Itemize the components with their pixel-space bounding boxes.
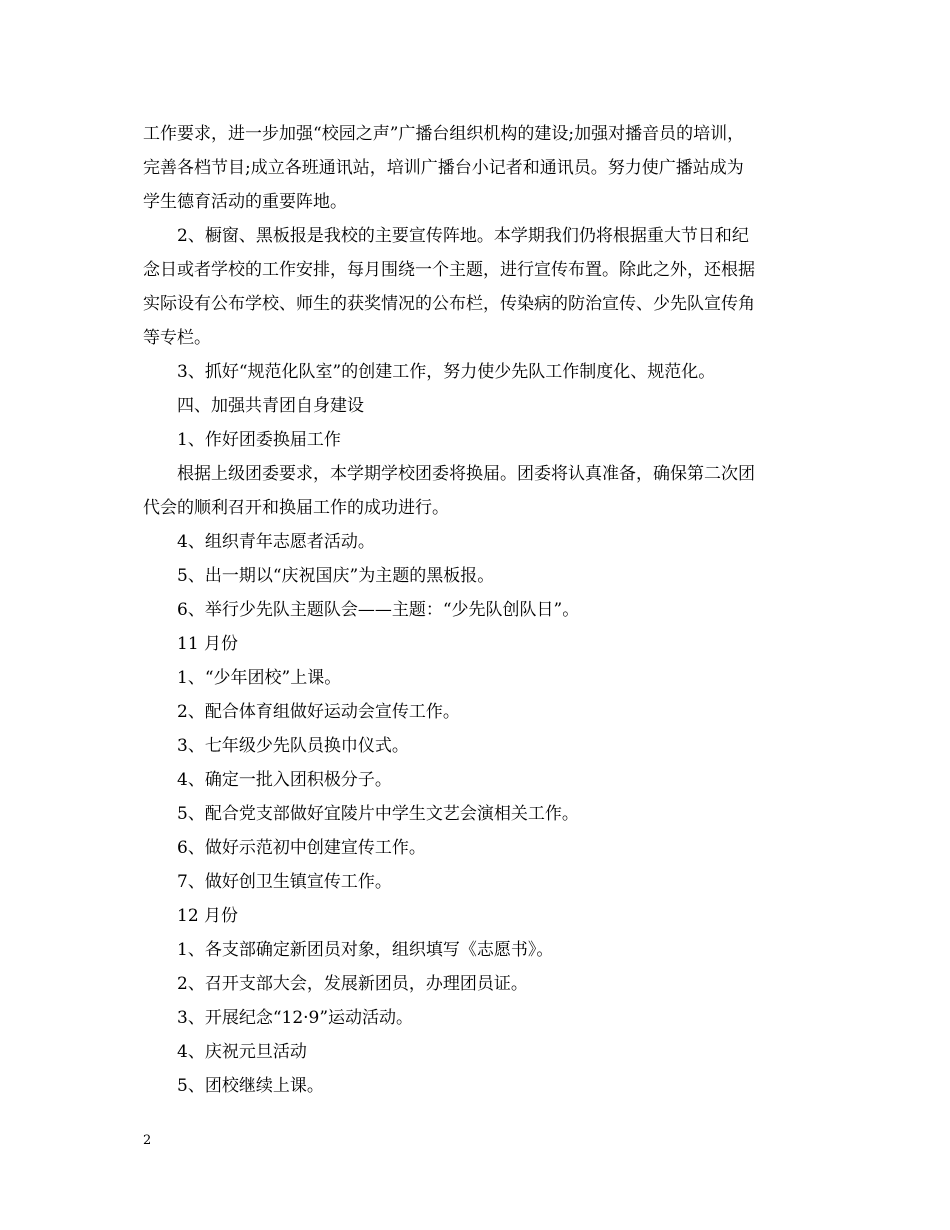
paragraph (143, 525, 815, 559)
page-number: 2 (143, 1133, 152, 1148)
paragraph (143, 457, 815, 525)
text-line: 代会的顺利召开和换届工作的成功进行。 (143, 498, 449, 518)
paragraph (143, 661, 815, 695)
document-body (143, 117, 815, 1103)
paragraph (143, 1001, 815, 1035)
text-line: 5、团校继续上课。 (177, 1076, 324, 1096)
paragraph (143, 865, 815, 899)
text-line: 5、配合党支部做好宜陵片中学生文艺会演相关工作。 (177, 804, 579, 824)
text-line: 3、开展纪念“12·9”运动活动。 (177, 1008, 414, 1028)
paragraph (143, 933, 815, 967)
paragraph (143, 729, 815, 763)
text-line: 学生德育活动的重要阵地。 (143, 192, 347, 212)
text-line: 3、七年级少先队员换巾仪式。 (177, 736, 409, 756)
paragraph (143, 593, 815, 627)
paragraph (143, 117, 815, 219)
text-line: 4、庆祝元旦活动 (177, 1042, 307, 1062)
paragraph (143, 1069, 815, 1103)
paragraph (143, 797, 815, 831)
paragraph (143, 1035, 815, 1069)
paragraph (143, 899, 815, 933)
text-line: 2、配合体育组做好运动会宣传工作。 (177, 702, 460, 722)
text-line: 2、召开支部大会，发展新团员，办理团员证。 (177, 974, 528, 994)
paragraph (143, 627, 815, 661)
paragraph (143, 355, 815, 389)
text-line: 2、橱窗、黑板报是我校的主要宣传阵地。本学期我们仍将根据重大节日和纪 (177, 226, 749, 246)
text-line: 5、出一期以“庆祝国庆”为主题的黑板报。 (177, 566, 495, 586)
text-line: 工作要求，进一步加强“校园之声”广播台组织机构的建设;加强对播音员的培训， (143, 124, 745, 144)
paragraph (143, 967, 815, 1001)
text-line: 完善各档节目;成立各班通讯站，培训广播台小记者和通讯员。努力使广播站成为 (143, 158, 744, 178)
text-line: 根据上级团委要求，本学期学校团委将换届。团委将认真准备，确保第二次团 (177, 464, 755, 484)
paragraph (143, 389, 815, 423)
text-line: 四、加强共青团自身建设 (177, 396, 364, 416)
paragraph (143, 559, 815, 593)
text-line: 实际设有公布学校、师生的获奖情况的公布栏，传染病的防治宣传、少先队宣传角 (143, 294, 755, 314)
paragraph (143, 423, 815, 457)
text-line: 1、作好团委换届工作 (177, 430, 341, 450)
text-line: 4、组织青年志愿者活动。 (177, 532, 375, 552)
paragraph (143, 763, 815, 797)
text-line: 6、做好示范初中创建宣传工作。 (177, 838, 426, 858)
paragraph (143, 831, 815, 865)
text-line: 1、各支部确定新团员对象，组织填写《志愿书》。 (177, 940, 554, 960)
text-line: 3、抓好“规范化队室”的创建工作，努力使少先队工作制度化、规范化。 (177, 362, 716, 382)
text-line: 7、做好创卫生镇宣传工作。 (177, 872, 392, 892)
text-line: 1、“少年团校”上课。 (177, 668, 342, 688)
paragraph (143, 219, 815, 355)
text-line: 11 月份 (177, 634, 239, 654)
text-line: 等专栏。 (143, 328, 211, 348)
text-line: 12 月份 (177, 906, 239, 926)
text-line: 6、举行少先队主题队会——主题：“少先队创队日”。 (177, 600, 580, 620)
paragraph (143, 695, 815, 729)
text-line: 念日或者学校的工作安排，每月围绕一个主题，进行宣传布置。除此之外，还根据 (143, 260, 755, 280)
text-line: 4、确定一批入团积极分子。 (177, 770, 392, 790)
